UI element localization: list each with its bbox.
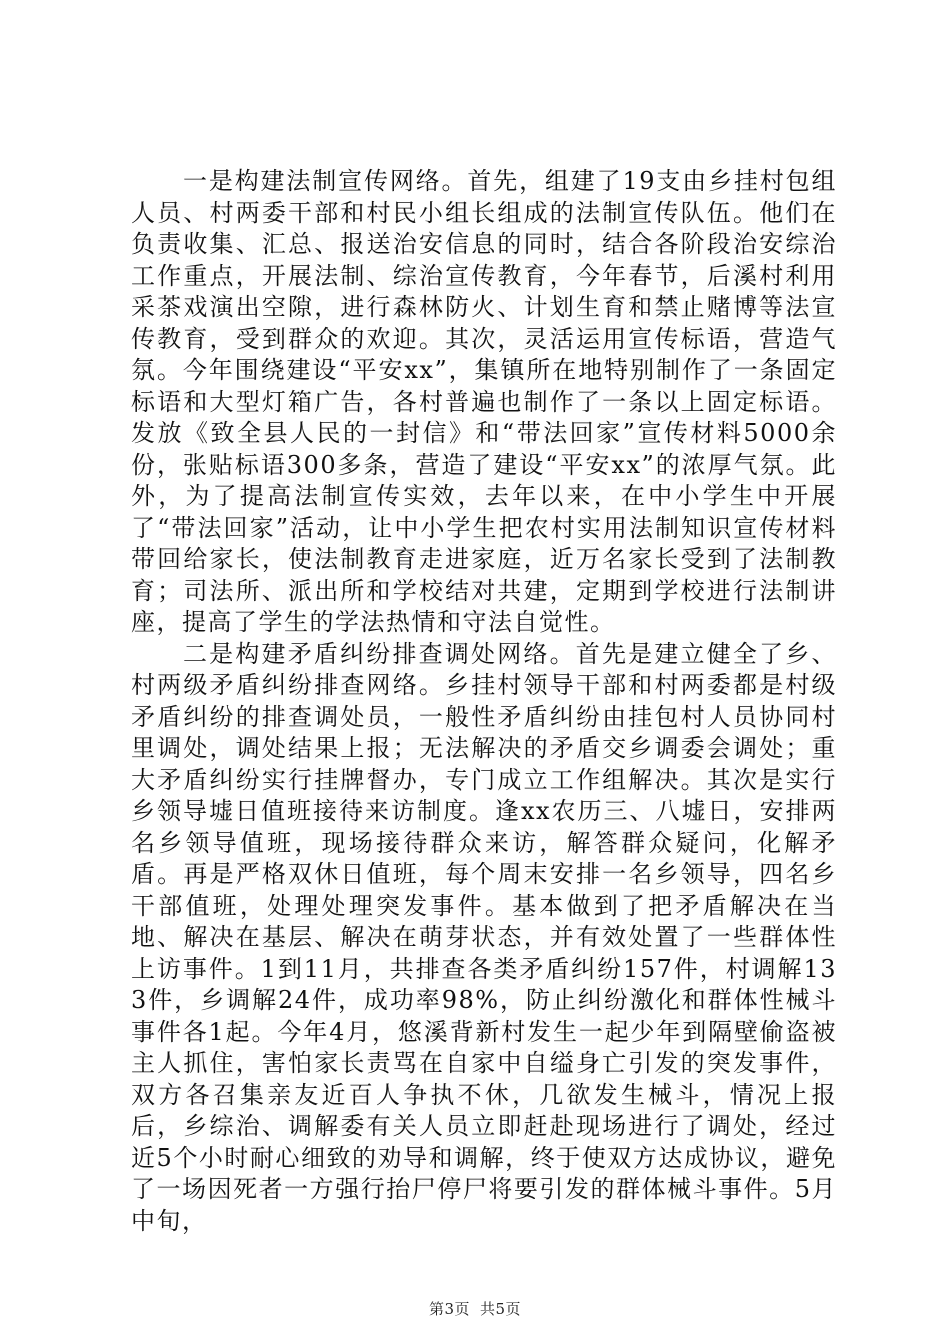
page-total: 共5页	[480, 1300, 522, 1318]
paragraph-legal-publicity-network: 一是构建法制宣传网络。首先，组建了19支由乡挂村包组人员、村两委干部和村民小组长组成的法制宣传队伍。他们在负责收集、汇总、报送治安信息的同时，结合各阶段治安综治工作重点，开展法制、综治宣传教育，今年春节，后溪村利用采茶戏演出空隙，进行森林防火、计划生育和禁止赌博等法宣传教育，受到群众的欢迎。其次，灵活运用宣传标语，营造气氛。今年围绕建设“平安xx”，集镇所在地特别制作了一条固定标语和大型灯箱广告，各村普遍也制作了一条以上固定标语。发放《致全县人民的一封信》和“带法回家”宣传材料5000余份，张贴标语300多条，营造了建设“平安xx”的浓厚气氛。此外，为了提高法制宣传实效，去年以来，在中小学生中开展了“带法回家”活动，让中小学生把农村实用法制知识宣传材料带回给家长，使法制教育走进家庭，近万名家长受到了法制教育；司法所、派出所和学校结对共建，定期到学校进行法制讲座，提高了学生的学法热情和守法自觉性。	[131, 167, 837, 636]
document-body	[131, 166, 837, 1237]
page-number: 第3页	[428, 1300, 470, 1318]
paragraph-dispute-mediation-network: 二是构建矛盾纠纷排查调处网络。首先是建立健全了乡、村两级矛盾纠纷排查网络。乡挂村领导干部和村两委都是村级矛盾纠纷的排查调处员，一般性矛盾纠纷由挂包村人员协同村里调处，调处结果上报；无法解决的矛盾交乡调委会调处；重大矛盾纠纷实行挂牌督办，专门成立工作组解决。其次是实行乡领导墟日值班接待来访制度。逢xx农历三、八墟日，安排两名乡领导值班，现场接待群众来访，解答群众疑问，化解矛盾。再是严格双休日值班，每个周末安排一名乡领导，四名乡干部值班，处理处理突发事件。基本做到了把矛盾解决在当地、解决在基层、解决在萌芽状态，并有效处置了一些群体性上访事件。1到11月，共排查各类矛盾纠纷157件，村调解133件，乡调解24件，成功率98%，防止纠纷激化和群体性械斗事件各1起。今年4月，悠溪背新村发生一起少年到隔壁偷盗被主人抓住，害怕家长责骂在自家中自缢身亡引发的突发事件，双方各召集亲友近百人争执不休，几欲发生械斗，情况上报后，乡综治、调解委有关人员立即赶赴现场进行了调处，经过近5个小时耐心细致的劝导和调解，终于使双方达成协议，避免了一场因死者一方强行抬尸停尸将要引发的群体械斗事件。5月中旬，	[131, 639, 837, 1235]
page-footer	[0, 1298, 950, 1319]
